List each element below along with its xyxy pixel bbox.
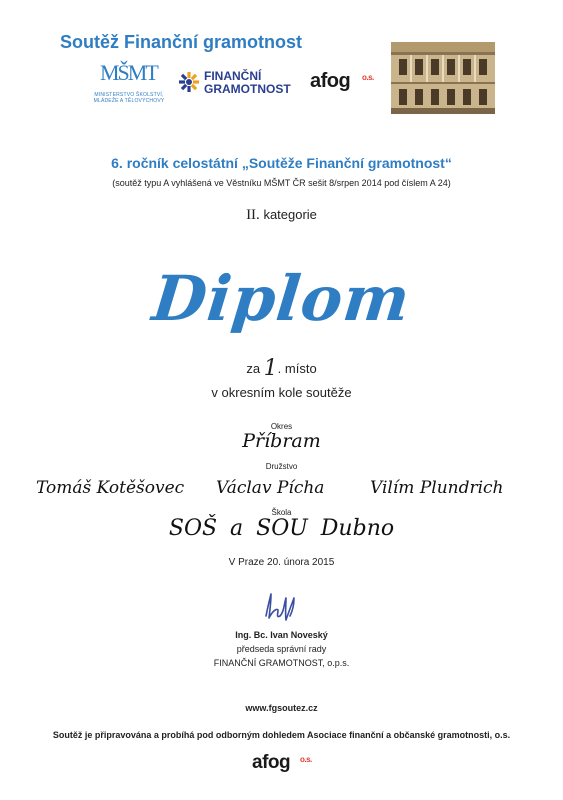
msmt-caption-line-1: MINISTERSTVO ŠKOLSTVÍ, (94, 92, 164, 98)
afog-logo-text: afog (252, 752, 291, 773)
signer-organization: FINANČNÍ GRAMOTNOST, o.p.s. (213, 658, 350, 668)
building-photo (391, 42, 495, 114)
financni-gramotnost-logo (178, 68, 298, 98)
team-member: Tomáš Kotěšovec (36, 478, 185, 498)
page-title: Soutěž Finanční gramotnost (60, 32, 303, 52)
competition-subtitle: (soutěž typu A vyhlášená ve Věstníku MŠMT ČR sešit 8/srpen 2014 pod číslem A 24) (112, 178, 451, 188)
place-suffix: . místo (277, 361, 317, 376)
signature-image (258, 586, 306, 626)
place-number: 1 (263, 356, 278, 381)
category-label: kategorie (263, 207, 317, 222)
afog-logo-text: afog (310, 70, 351, 92)
competition-title: 6. ročník celostátní „Soutěže Finanční gramotnost“ (111, 155, 452, 171)
website-link[interactable]: www.fgsoutez.cz (245, 703, 318, 713)
star-icon (178, 71, 200, 93)
school-value: SOŠ a SOU Dubno (168, 516, 395, 541)
signer-role: předseda správní rady (236, 644, 327, 654)
team-member: Václav Pícha (216, 478, 325, 498)
msmt-caption-line-2: MLÁDEŽE A TĚLOVÝCHOVY (93, 98, 165, 104)
msmt-logo-caption (84, 92, 174, 104)
district-label: Okres (270, 422, 293, 431)
team-label: Družstvo (265, 462, 298, 471)
footer-text: Soutěž je připravována a probíhá pod odborným dohledem Asociace finanční a občanské gramotnosti, o.s. (52, 730, 511, 740)
afog-logo-os: o.s. (300, 755, 312, 764)
category-line (0, 207, 563, 224)
diploma-heading: Diplom (149, 262, 414, 335)
msmt-logo (84, 62, 174, 118)
fg-logo-line-2: GRAMOTNOST (204, 82, 291, 96)
issue-date: V Praze 20. února 2015 (228, 557, 335, 568)
team-member: Vilím Plundrich (370, 478, 504, 498)
afog-logo (310, 70, 374, 93)
afog-logo-footer (252, 752, 312, 774)
msmt-logo-mark: MŠMT (100, 60, 157, 85)
category-number: II. (246, 207, 260, 223)
signer-name: Ing. Bc. Ivan Noveský (235, 630, 328, 640)
place-prefix: za (246, 361, 261, 376)
district-value: Příbram (242, 430, 321, 452)
fg-logo-line-1: FINANČNÍ (204, 69, 262, 83)
school-label: Škola (271, 508, 292, 517)
afog-logo-os: o.s. (362, 73, 374, 82)
place-line (0, 356, 563, 381)
round-line: v okresním kole soutěže (211, 385, 352, 400)
